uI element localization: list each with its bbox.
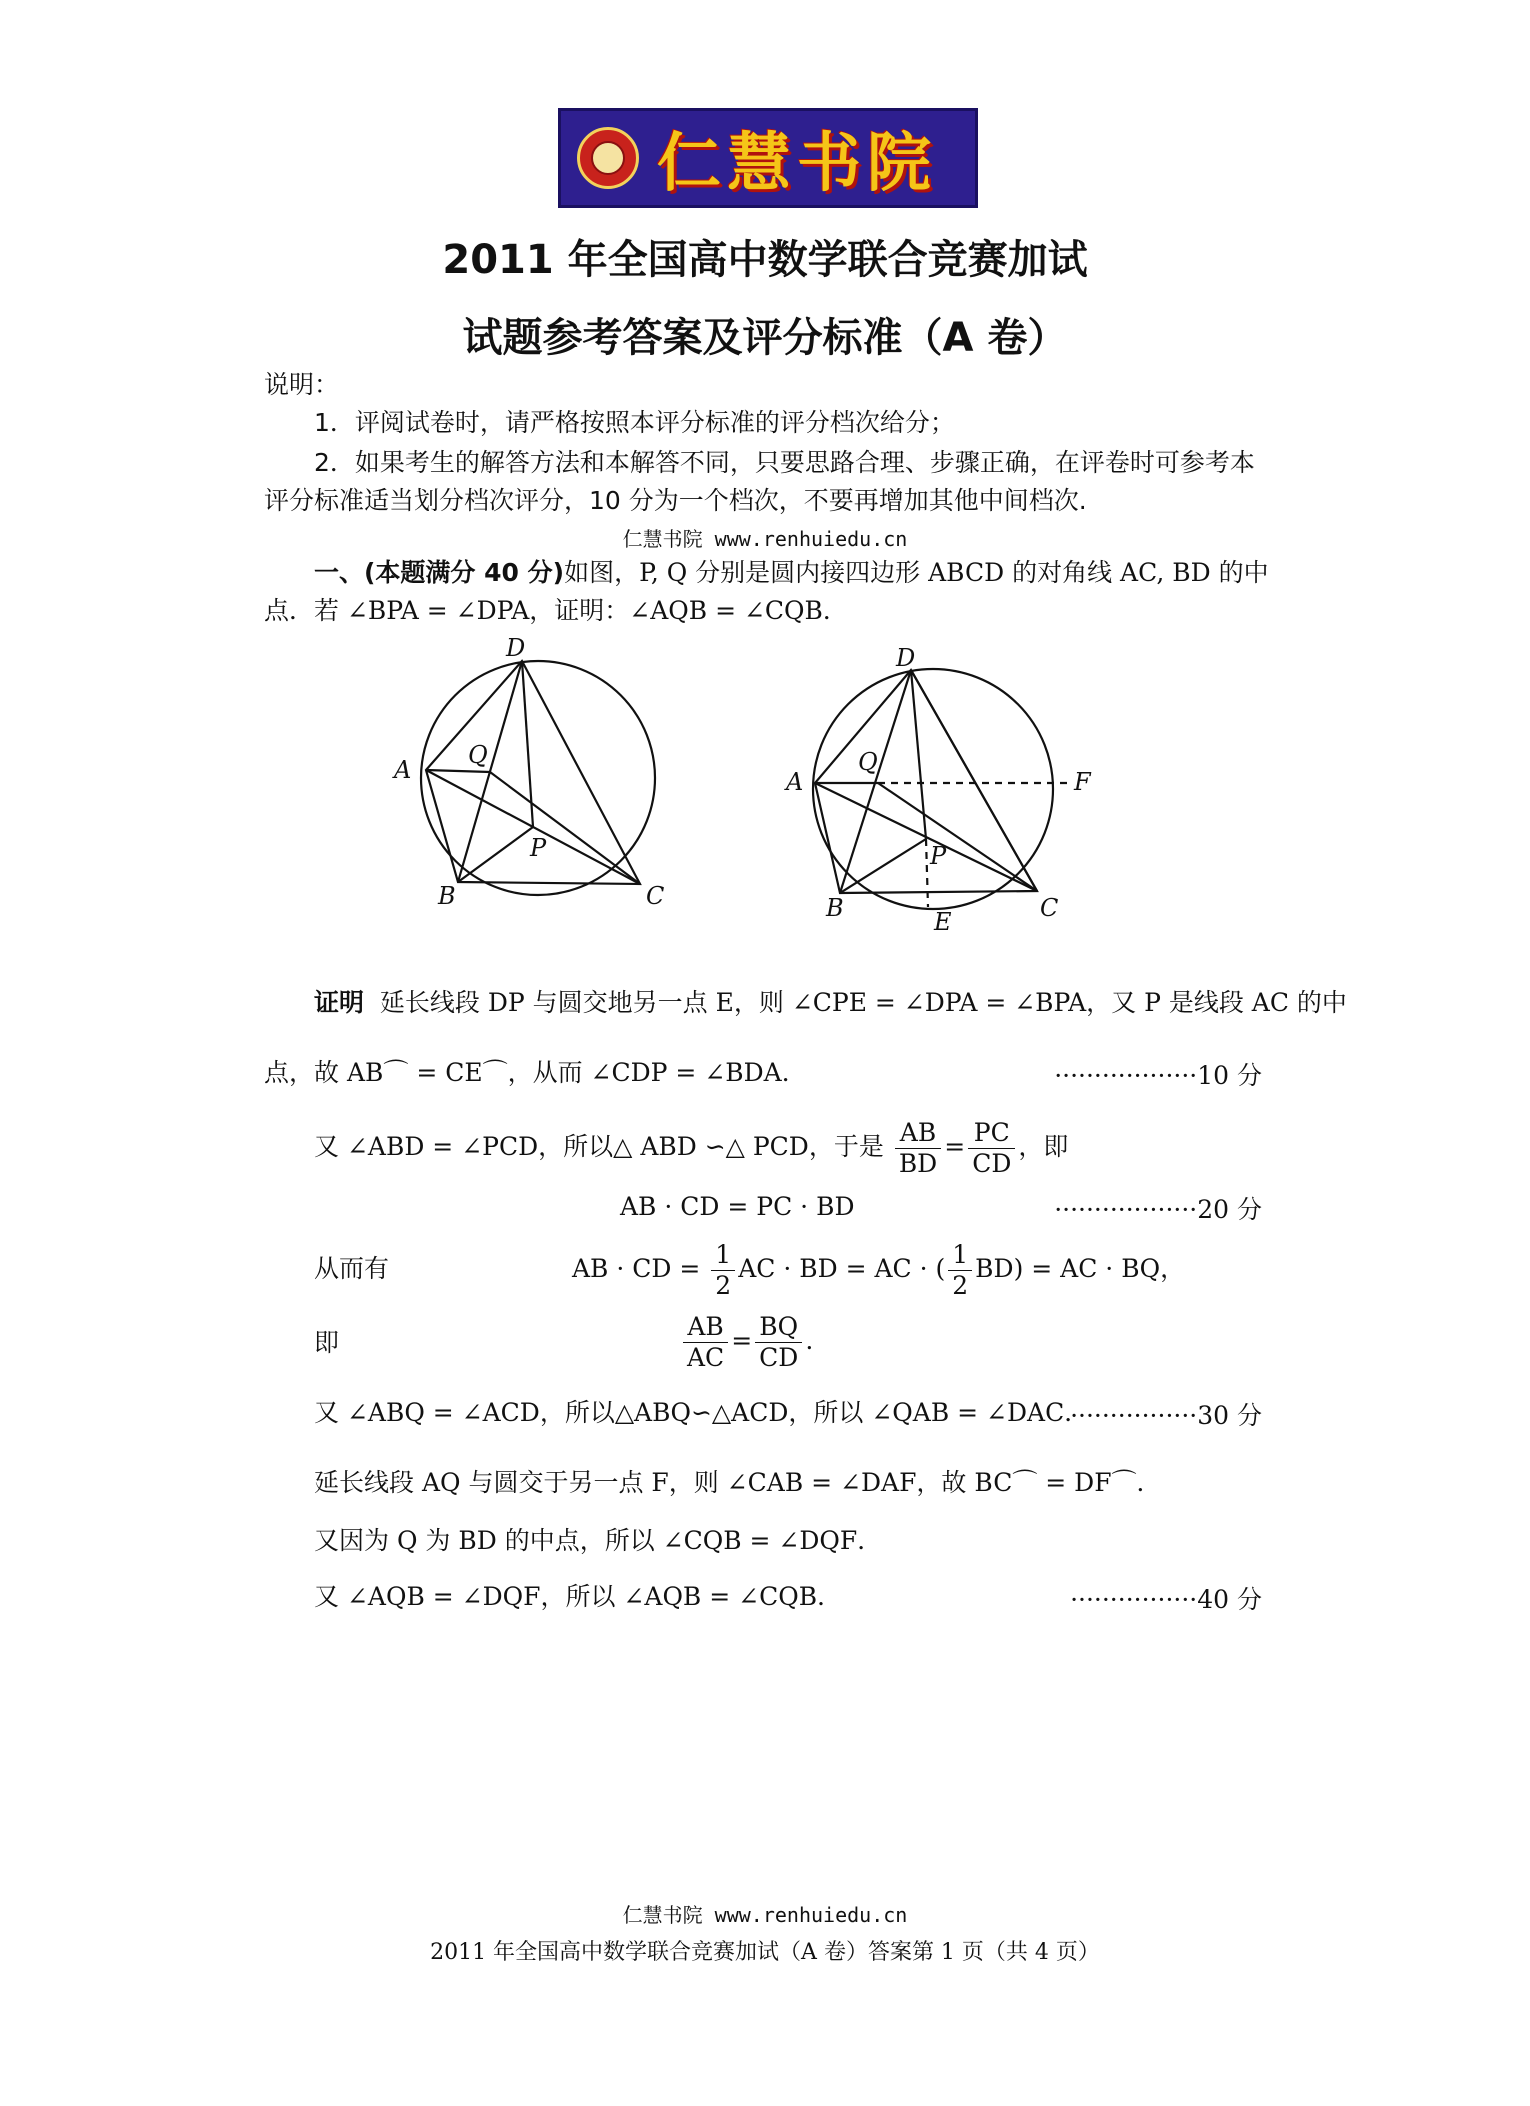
proof-line-8: 延长线段 AQ 与圆交于另一点 F，则 ∠CAB = ∠DAF，故 BC⌒ = DF⌒． bbox=[314, 1468, 1162, 1497]
score-40: ················40 分 bbox=[1070, 1585, 1262, 1614]
right-seg-qc bbox=[878, 783, 1037, 891]
title-line-2: 试题参考答案及评分标准（A 卷） bbox=[462, 315, 1068, 361]
fraction-ab-ac: $\frac{AB}{AC}$ bbox=[683, 1312, 728, 1373]
left-label-d: D bbox=[506, 634, 526, 662]
left-labels bbox=[392, 634, 664, 910]
proof-text-3b: ，即 bbox=[1018, 1132, 1069, 1161]
right-label-f: F bbox=[1074, 768, 1091, 796]
left-seg-qc bbox=[490, 772, 640, 884]
proof-line-6: $\frac{AB}{AC}$ = $\frac{BQ}{CD}$ . bbox=[680, 1312, 813, 1373]
right-seg-bp bbox=[840, 839, 926, 893]
fraction-pc-cd: $\frac{PC}{CD}$ bbox=[968, 1118, 1015, 1179]
left-label-p: P bbox=[530, 834, 547, 862]
proof-line-9: 又因为 Q 为 BD 的中点，所以 ∠CQB = ∠DQF． bbox=[314, 1526, 883, 1555]
logo-text: 仁慧书院 bbox=[657, 127, 937, 201]
left-label-c: C bbox=[646, 882, 665, 910]
right-label-d: D bbox=[896, 644, 916, 672]
problem-head: 一、(本题满分 40 分) bbox=[314, 558, 565, 587]
title-line-1: 2011 年全国高中数学联合竞赛加试 bbox=[442, 237, 1088, 283]
notes-item-2b: 评分标准适当划分档次评分，10 分为一个档次，不要再增加其他中间档次. bbox=[264, 486, 1087, 515]
proof-line-5-lead: 从而有 bbox=[314, 1254, 390, 1283]
right-label-c: C bbox=[1040, 894, 1059, 922]
proof-line-1 bbox=[314, 986, 1347, 1020]
proof-line-6-lead: 即 bbox=[314, 1328, 340, 1357]
left-seg-bp bbox=[458, 827, 533, 882]
geometry-figures bbox=[0, 0, 1530, 960]
left-label-b: B bbox=[438, 882, 456, 910]
score-10: ··················10 分 bbox=[1054, 1061, 1262, 1090]
footer-watermark: 仁慧书院 www.renhuiedu.cn bbox=[622, 1903, 908, 1927]
score-20: ··················20 分 bbox=[1054, 1195, 1262, 1224]
left-label-a: A bbox=[394, 756, 412, 784]
proof-line-5: AB · CD = $\frac{1}{2}$ AC · BD = AC · ( $\frac{1}{2}$ BD) = AC · BQ， bbox=[572, 1240, 1186, 1300]
score-30: ················30 分 bbox=[1070, 1401, 1262, 1430]
notes-item-2a: 2．如果考生的解答方法和本解答不同，只要思路合理、步骤正确，在评卷时可参考本 bbox=[314, 448, 1255, 477]
proof-line-7: 又 ∠ABQ = ∠ACD，所以△ABQ∽△ACD，所以 ∠QAB = ∠DAC． bbox=[314, 1398, 1090, 1427]
right-label-b: B bbox=[826, 894, 844, 922]
right-label-e: E bbox=[934, 908, 952, 936]
fraction-ab-bd: $\frac{AB}{BD}$ bbox=[895, 1118, 941, 1179]
proof-text-3a: 又 ∠ABD = ∠PCD，所以△ ABD ∽△ PCD，于是 bbox=[314, 1132, 884, 1161]
problem-text-1: 如图，P, Q 分别是圆内接四边形 ABCD 的对角线 AC, BD 的中 bbox=[564, 558, 1269, 587]
proof-head: 证明 bbox=[314, 988, 365, 1017]
right-label-q: Q bbox=[858, 748, 878, 776]
fraction-half-1: $\frac{1}{2}$ bbox=[711, 1240, 735, 1301]
proof-line-3: 又 ∠ABD = ∠PCD，所以△ ABD ∽△ PCD，于是 $\frac{AB}{BD}$ = $\frac{PC}{CD}$ ，即 bbox=[314, 1118, 1069, 1178]
left-label-q: Q bbox=[468, 741, 488, 769]
fraction-bq-cd: $\frac{BQ}{CD}$ bbox=[755, 1312, 802, 1373]
right-figure bbox=[813, 669, 1068, 909]
proof-line-4: AB · CD = PC · BD bbox=[620, 1192, 855, 1221]
notes-item-1: 1．评阅试卷时，请严格按照本评分标准的评分档次给分； bbox=[314, 408, 955, 437]
notes-heading: 说明： bbox=[264, 370, 340, 399]
proof-line-10: 又 ∠AQB = ∠DQF，所以 ∠AQB = ∠CQB． bbox=[314, 1582, 843, 1611]
right-label-p: P bbox=[930, 842, 947, 870]
right-circle bbox=[813, 669, 1053, 909]
right-diag-bd bbox=[840, 670, 911, 893]
problem-line-2: 点．若 ∠BPA = ∠DPA，证明：∠AQB = ∠CQB． bbox=[264, 596, 848, 625]
right-label-a: A bbox=[786, 768, 804, 796]
footer-page-info: 2011 年全国高中数学联合竞赛加试（A 卷）答案第 1 页（共 4 页） bbox=[430, 1940, 1100, 1965]
fraction-half-2: $\frac{1}{2}$ bbox=[948, 1240, 972, 1301]
proof-text-1: 延长线段 DP 与圆交地另一点 E，则 ∠CPE = ∠DPA = ∠BPA，又 P 是线段 AC 的中 bbox=[379, 988, 1347, 1017]
proof-line-2: 点，故 AB⌒ = CE⌒，从而 ∠CDP = ∠BDA． bbox=[264, 1058, 807, 1087]
watermark-top: 仁慧书院 www.renhuiedu.cn bbox=[622, 527, 908, 551]
left-seg-aq bbox=[426, 770, 490, 772]
right-dash-pe bbox=[926, 839, 928, 907]
